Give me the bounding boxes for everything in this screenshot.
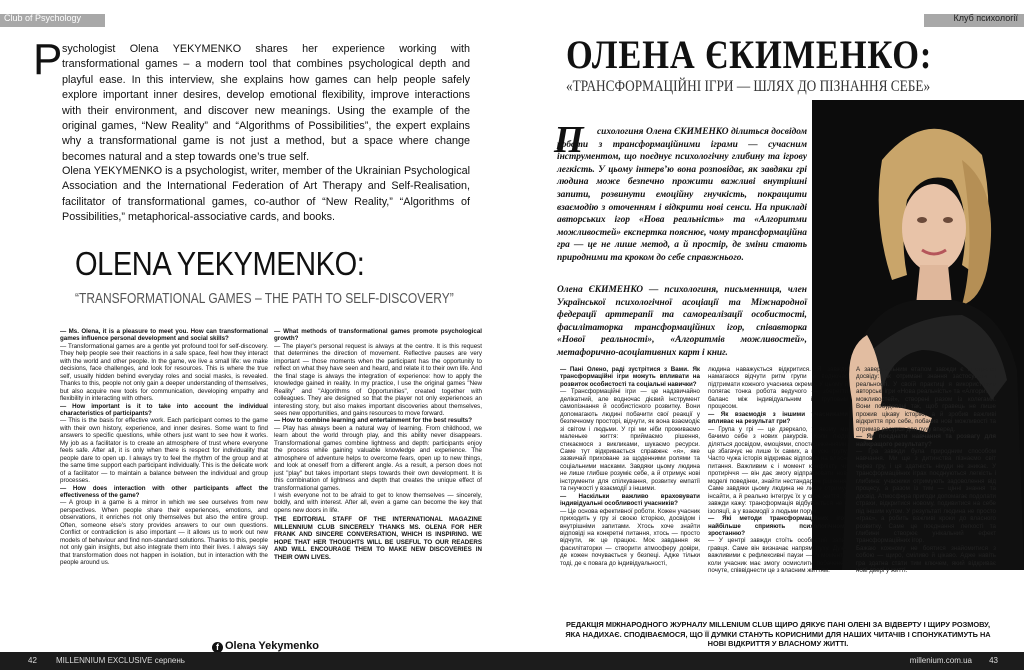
dropcap: П (554, 119, 584, 161)
paragraph: — Група у грі — це дзеркало, у якому ми бачимо себе з нових ракурсів. Коли люди діляться досвідом, емоціями, спостереженнями, це збагачує не лише їх самих, а й усю групу. Часто чужа історія відкриває відповіді на власні питання. Важливим є і момент конфлікту чи протиріччя — він дає змогу відпрацювати нові моделі поведінки, знайти нестандартні рішення. Саме завдяки цьому людина не лише отримує інсайти, а й реально інтегрує їх у своє життя. Я завжди кажу: трансформація відбувається не в ізоляції, а у взаємодії з людьми поруч. (708, 425, 848, 515)
text-column-1 (560, 366, 700, 618)
paragraph: — Пані Олено, раді зустрітися з Вами. Як трансформаційні ігри можуть впливати на розвиток особистості та соціальні навички? (560, 366, 700, 388)
paragraph: — Це основа ефективної роботи. Кожен учасник приходить у гру зі своєю історією, досвідом і внутрішніми запитами. Хтось хоче знайти відповіді на конкретні питання, хтось — просто відчути, як це працює. Моє завдання як фасилітаторки — створити атмосферу довіри, де кожен почувається у безпеці. Адже тільки тоді, де є повага до індивідуальності, (560, 507, 700, 567)
editorial-thanks: THE EDITORIAL STAFF OF THE INTERNATIONAL MAGAZINE MILLENNIUM CLUB SINCERELY THANKS MS. OLENA FOR HER FRANK AND SINCERE CONVERSATION, WHICH IS INSPIRING. WE HOPE THAT HER THOUGHTS WILL BE USEFUL TO OUR READERS AND WILL ENCOURAGE THEM TO MAKE NEW DISCOVERIES IN THEIR OWN LIVES. (274, 516, 482, 561)
article-title: ОЛЕНА ЄКИМЕНКО: (566, 32, 933, 77)
paragraph: — A group in a game is a mirror in which we see ourselves from new perspectives. When people share their experiences, emotions, and observations, it enriches not only themselves but also the entire group. Often, someone else's story provides answers to our own questions. Conflict or contradiction is also important — it allows us to work out new models of behaviour and find non-standard solutions. Thanks to this, people not only gain insights, but also integrate them into their lives. I always say that transformation does not happen in isolation, but in interaction with the people around us. (60, 499, 268, 567)
footer-band (512, 652, 1024, 670)
facebook-icon: f (212, 642, 223, 653)
section-header: Клуб психології (953, 13, 1018, 23)
section-header: Club of Psychology (4, 13, 82, 23)
paragraph: — Ms. Olena, it is a pleasure to meet you. How can transformational games influence personal development and social skills? (60, 328, 268, 343)
paragraph: — У центрі завжди стоїть особистий запит гравця. Саме він визначає напрям руху. Дуже важливими є рефлексивні паузи — ті моменти, коли учасник має змогу осмислити побачене і почуте, співвіднести це з власним життям. (708, 537, 848, 575)
paragraph: I wish everyone not to be afraid to get to know themselves — sincerely, boldly, and with interest. After all, even a game can become the key that opens new doors in life. (274, 491, 482, 514)
article-subtitle: “TRANSFORMATIONAL GAMES – THE PATH TO SELF-DISCOVERY” (75, 290, 454, 307)
editorial-thanks: РЕДАКЦІЯ МІЖНАРОДНОГО ЖУРНАЛУ MILLENIUM CLUB ЩИРО ДЯКУЄ ПАНІ ОЛЕНІ ЗА ВІДВЕРТУ І ЩИРУ РОЗМОВУ, ЯКА НАДИХАЄ. СПОДІВАЄМОСЯ, ЩО ЇЇ ДУМКИ СТАНУТЬ КОРИСНИМИ ДЛЯ НАШИХ ЧИТАЧІВ І СПОНУКАТИМУТЬ НА НОВІ ВІДКРИТТЯ У ВЛАСНОМУ ЖИТТІ. (565, 620, 991, 649)
text-column-1 (60, 328, 268, 628)
paragraph: А завершальним етапом завжди є інтеграція досвіду: як отримані знання застосувати в реальності. У своїй практиці я використовую авторські ігри «Нова реальність» та «Алгоритми можливостей», створені разом із колегами. Вони побудовані так, щоб гравець не лише прожив цікаву історію, а й зробив важливі відкриття про себе, побачив нові можливості та отримав ресурси для руху вперед. (856, 366, 996, 433)
paragraph: — Play has always been a natural way of learning. From childhood, we learn about the world through play, and this ability never disappears. Transformational games combine lightness and depth: participants enjoy the process while gaining valuable knowledge and experience. The atmosphere of adventure helps to overcome fears, open up to new things, and look at oneself from a different angle. As a result, a person does not just "play" but takes important steps towards their own development. It is this combination of lightness and depth that creates the unique effect of transformational games. (274, 424, 482, 492)
paragraph: — Наскільки важливо враховувати індивідуальні особливості учасників? (560, 492, 700, 508)
paragraph: Бажаю кожному не боятися знайомитися з собою — щиро, сміливо й цікаво. Адже навіть гра здатна стати тим ключем, який відкриває нові двері у житті. (856, 544, 996, 575)
paragraph: — Як взаємодія з іншими учасниками впливає на результат гри? (708, 410, 848, 426)
facebook-name: Olena Yekymenko (225, 640, 319, 652)
paragraph: — What methods of transformational games promote psychological growth? (274, 328, 482, 343)
paragraph: — How does interaction with other participants affect the effectiveness of the game? (60, 484, 268, 499)
paragraph: — The player's personal request is always at the centre. It is this request that determines the direction of movement. Reflective pauses are very important — those moments when the participant has the opportunity to reflect on what they have seen and heard, and relate it to their own life. And the final stage is always the integration of experience: how to apply the knowledge gained in reality. In my practice, I use the original games "New Reality" and "Algorithms of Opportunities", created together with colleagues. They are designed so that the player not only experiences an interesting story, but also makes important discoveries about themselves, sees new opportunities, and gains resources to move forward. (274, 342, 482, 417)
paragraph: — Як поєднати навчання та розвагу для найкращого результату? (856, 433, 996, 448)
article-subtitle: «ТРАНСФОРМАЦІЙНІ ІГРИ — ШЛЯХ ДО ПІЗНАННЯ СЕБЕ» (566, 78, 931, 95)
website-link[interactable]: millenium.com.ua (909, 656, 972, 665)
paragraph: — How to combine learning and entertainment for the best results? (274, 417, 473, 425)
intro-paragraph: сихологиня Олена ЄКИМЕНКО ділиться досвідом роботи з трансформаційними іграми — сучасним інструментом, що поєднує психологічну глибину та ігрову легкість. У цьому інтерв’ю вона розповідає, як завдяки грі людина може безпечно прожити важливі внутрішні запити, розвинути емоційну гнучкість, покращити взаємодію з оточенням і відкрити нові сенси. На прикладі авторських ігор «Нова реальність» та «Алгоритми можливостей» експертка пояснює, чому трансформаційна гра — це не лише метод, а й простір, де зміни стають природними та кроком до себе справжнього. (557, 127, 807, 263)
text-column-3 (856, 366, 996, 618)
author-bio: Олена ЄКИМЕНКО — психологиня, письменниця, член Української психологічної асоціації та Міжнародної федерації арттерапії та самореалізації особистості, фасилітаторка трансформаційних ігор, співавторка «Нової реальності», «Алгоритмів можливостей», метафорично-асоціативних карт і книг. (557, 285, 807, 358)
paragraph: — How important is it to take into account the individual characteristics of participants? (60, 402, 268, 417)
right-page (512, 0, 1024, 670)
paragraph: — Transformational games are a gentle yet profound tool for self-discovery. They help people see their reactions in a safe space, feel how they interact with the world and other people. In the game, we live a small life: we make decisions, face challenges, and look for resources. This is where the true self, usually hidden behind everyday roles and social masks, is revealed. Thanks to this, people not only gain a deeper understanding of themselves, but also acquire new tools for communication, developing empathy and flexibility in interacting with others. (60, 342, 268, 403)
paragraph: — Гра завжди була природним способом навчання. Ми ще з дитинства пізнаємо світ через гру, і ця здатність нікуди не зникає. У трансформаційних іграх поєднуються легкість і глибина: учасники отримують задоволення від процесу, а разом із тим — цінні знання та досвід. Атмосфера пригоди допомагає подолати страхи, відкритися новому, подивитися на себе під іншим кутом. У результаті людина не просто «грає», а робить важливі кроки до власного розвитку. Саме це поєднання легкості та глибини створює унікальний ефект трансформаційних ігор. (856, 447, 996, 545)
page-number: 43 (989, 656, 998, 665)
paragraph: людина наважується відкритися. Я завжди намагаюся відчути ритм групи й водночас підтримати кожного учасника окремо. У цьому й полягає тонка робота ведучого — зберегти баланс між індивідуальним і груповим процесом. (708, 366, 848, 411)
article-title: OLENA YEKYMENKO: (75, 245, 365, 282)
paragraph: — This is the basis for effective work. Each participant comes to the game with their own history, experience, and inner desires. Some want to find answers to specific questions, while others just want to see how it works. My job as a facilitator is to create an atmosphere of trust where everyone feels safe. After all, it is only when there is respect for individuality that people dare to open up. I always try to feel the rhythm of the group and at the same time support each participant individually. This is the delicate work of a facilitator — to maintain a balance between the individual and group processes. (60, 417, 268, 485)
paragraph: — Які методи трансформаційних ігор найбільше сприяють психологічному зростанню? (708, 515, 848, 537)
author-bio: Olena YEKYMENKO is a psychologist, writer, member of the Ukrainian Psychological Association and the International Federation of Art Therapy and Self-Realisation, facilitator of transformational games, co-author of “New Reality,” “Algorithms of Possibilities,” metaphorical-associative cards, and books. (62, 165, 470, 224)
text-column-2 (708, 366, 848, 618)
footer-band (0, 652, 512, 670)
paragraph: — Трансформаційні ігри — це надзвичайно делікатний, але водночас дієвий інструмент самопізнання й особистісного розвитку. Вони допомагають людині побачити свої реакції у безпечному просторі, відчути, як вона взаємодіє зі світом і людьми. У грі ми ніби проживаємо маленьке життя: приймаємо рішення, стикаємося з викликами, шукаємо ресурси. Саме тут відкривається справжнє «я», яке зазвичай приховане за щоденними ролями та соціальними масками. Завдяки цьому людина не лише глибше розуміє себе, а й отримує нові інструменти для спілкування, розвитку емпатії та гнучкості у взаємодії з іншими. (560, 388, 700, 493)
dropcap: P (33, 35, 63, 84)
page-number: 42 (28, 656, 37, 665)
magazine-name: MILLENNIUM EXCLUSIVE серпень (56, 656, 185, 665)
text-column-2 (274, 328, 482, 628)
intro-paragraph: sychologist Olena YEKYMENKO shares her experience working with transformational games – a modern tool that combines psychological depth and playful ease. In this interview, she explains how games can help people safely explore important inner desires, develop emotional flexibility, improve interactions with their environment, and discover new meanings. Using the example of the original games, “New Reality” and “Algorithms of Possibilities”, the expert explains why a transformational game is not just a method, but a space where change becomes natural and a step towards one’s true self. (62, 43, 470, 163)
